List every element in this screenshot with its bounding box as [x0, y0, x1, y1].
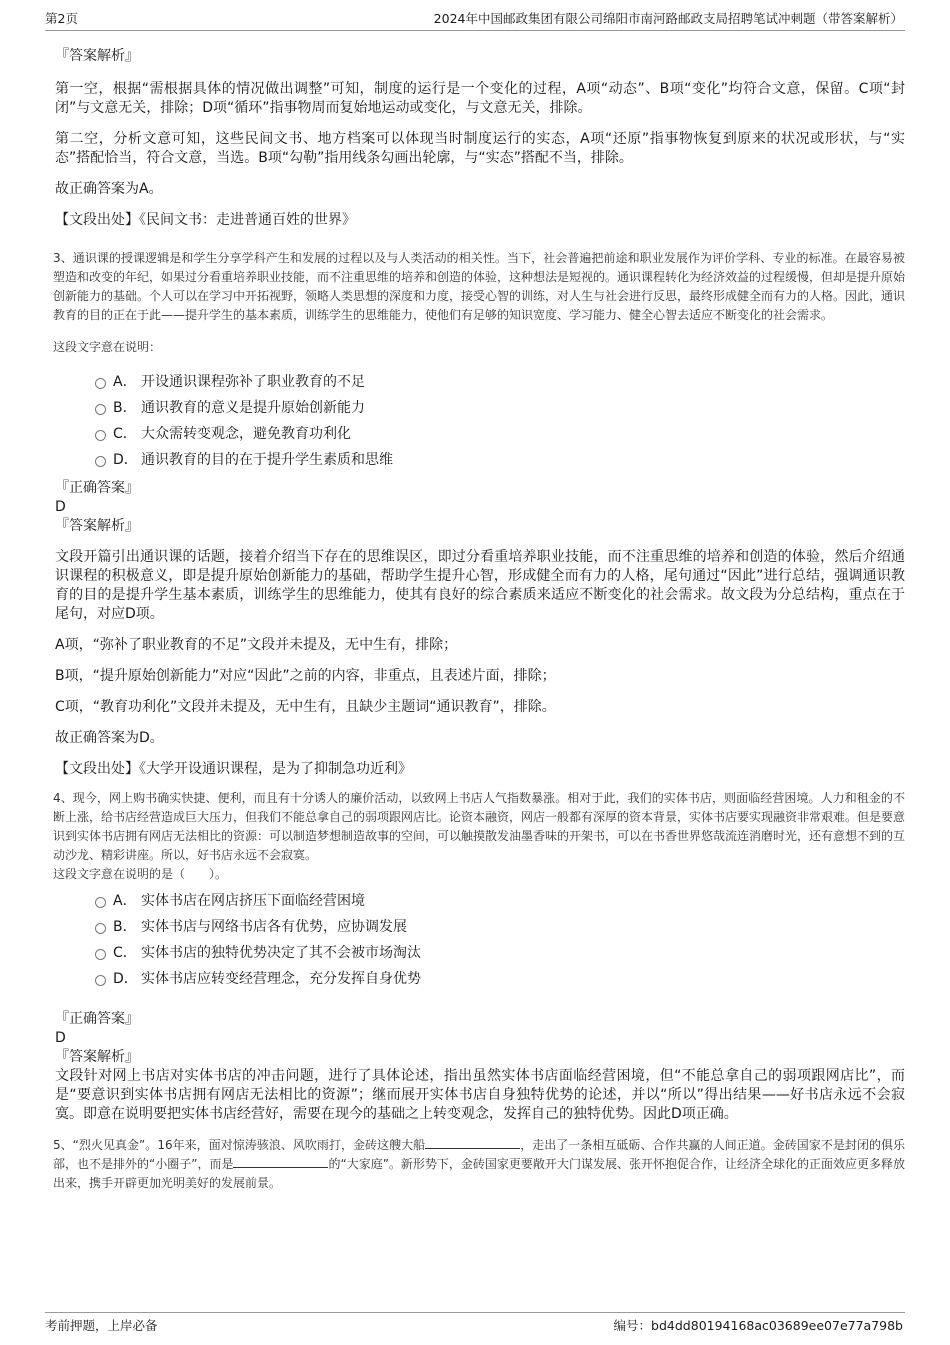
- footer-slogan: 考前押题，上岸必备: [45, 1318, 158, 1333]
- q2-analysis-para2: 第二空，分析文意可知，这些民间文书、地方档案可以体现当时制度运行的实态，A项“还原”指事物恢复到原来的状况或形状，与“实态”搭配恰当，符合文意，当选。B项“勾勒”指用线条勾画出轮廓，与“实态”搭配不当，排除。: [55, 131, 905, 166]
- q2-analysis-label: 『答案解析』: [55, 48, 139, 64]
- q3-answer-label: 『正确答案』: [55, 480, 139, 496]
- q3-analysis-2: A项，“弥补了职业教育的不足”文段并未提及，无中生有，排除；: [55, 637, 458, 653]
- radio-button-icon[interactable]: [95, 897, 106, 908]
- q3-option-a[interactable]: A． 开设通识课程弥补了职业教育的不足: [95, 369, 905, 395]
- q2-analysis-para1: 第一空，根据“需根据具体的情况做出调整”可知，制度的运行是一个变化的过程，A项“动态”、B项“变化”均符合文意，保留。C项“封闭”与文意无关，排除；D项“循环”指事物周而复始地运动或变化，与文意无关，排除。: [55, 81, 905, 116]
- q4-options: [95, 888, 905, 992]
- document-title: 2024年中国邮政集团有限公司绵阳市南河路邮政支局招聘笔试冲刺题（带答案解析）: [433, 11, 903, 26]
- q3-conclusion: 故正确答案为D。: [55, 730, 164, 746]
- q4-stem: 4、现今，网上购书确实快捷、便利，而且有十分诱人的廉价活动，以致网上书店人气指数暴涨。相对于此，我们的实体书店，则面临经营困境。人力和租金的不断上涨，给书店经营造成巨大压力，但我们不能总拿自己的弱项跟网店比。论资本融资，网店一般都有深厚的资本背景，实体书店要实现融资非常艰难。但是要意识到实体书店拥有网店无法相比的资源：可以制造梦想制造故事的空间，可以触摸散发油墨香味的开架书，可以在书香世界悠哉流连消磨时光，还有意想不到的互动沙龙、精彩讲座。所以，好书店永远不会寂寞。: [53, 791, 906, 862]
- fill-blank-1[interactable]: [425, 1136, 520, 1149]
- q4-option-a[interactable]: A． 实体书店在网店挤压下面临经营困境: [95, 888, 905, 914]
- page-number: 第2页: [45, 11, 78, 26]
- q4-prompt: 这段文字意在说明的是（ ）。: [53, 867, 228, 881]
- q4-option-c[interactable]: C． 实体书店的独特优势决定了其不会被市场淘汰: [95, 940, 905, 966]
- q3-analysis-label: 『答案解析』: [55, 518, 139, 534]
- q4-answer-label: 『正确答案』: [55, 1011, 139, 1027]
- q3-prompt: 这段文字意在说明：: [53, 340, 162, 354]
- radio-button-icon[interactable]: [95, 923, 106, 934]
- page-footer: [45, 1312, 905, 1333]
- radio-button-icon[interactable]: [95, 404, 106, 415]
- radio-button-icon[interactable]: [95, 456, 106, 467]
- q3-analysis-1: 文段开篇引出通识课的话题，接着介绍当下存在的思维误区，即过分看重培养职业技能，而不注重思维的培养和创造的体验，然后介绍通识课程的积极意义，即是提升原始创新能力的基础，帮助学生提升心智，形成健全而有力的人格，尾句通过“因此”进行总结，强调通识教育的目的是提升学生基本素质，训练学生的思维能力，使其有良好的综合素质来适应不断变化的社会需求。故文段为分总结构，重点在于尾句，对应D项。: [55, 549, 905, 622]
- radio-button-icon[interactable]: [95, 949, 106, 960]
- radio-button-icon[interactable]: [95, 975, 106, 986]
- q3-answer: D: [55, 499, 66, 515]
- radio-button-icon[interactable]: [95, 430, 106, 441]
- q4-option-d[interactable]: D． 实体书店应转变经营理念，充分发挥自身优势: [95, 966, 905, 992]
- q3-option-b[interactable]: B． 通识教育的意义是提升原始创新能力: [95, 395, 905, 421]
- q3-options: [95, 369, 905, 473]
- document-id: 编号：bd4dd80194168ac03689ee07e77a798b: [613, 1318, 903, 1333]
- q3-option-d[interactable]: D． 通识教育的目的在于提升学生素质和思维: [95, 447, 905, 473]
- q3-stem: 3、通识课的授课逻辑是和学生分享学科产生和发展的过程以及与人类活动的相关性。当下，社会普遍把前途和职业发展作为评价学科、专业的标准。在最容易被塑造和改变的年纪，如果过分看重培养职业技能，而不注重思维的培养和创造的体验，这种想法是短视的。通识课程转化为经济效益的过程缓慢，但却是提升原始创新能力的基础。个人可以在学习中开拓视野，领略人类思想的深度和力度，接受心智的训练，对人生与社会进行反思，最终形成健全而有力的人格。因此，通识教育的目的正在于此——提升学生的基本素质，训练学生的思维能力，使他们有足够的知识宽度、学习能力、健全心智去适应不断变化的社会需求。: [53, 251, 906, 322]
- radio-button-icon[interactable]: [95, 378, 106, 389]
- q5-stem: 5、“烈火见真金”。16年来，面对惊涛骇浪、风吹雨打，金砖这艘大船 ，走出了一条相互砥砺、合作共赢的人间正道。金砖国家不是封闭的俱乐部，也不是排外的“小圈子”，而是 的“大家庭”。新形势下，金砖国家更要敞开大门谋发展、张开怀抱促合作，让经济全球化的正面效应更多释放出来，携手开辟更加光明美好的发展前景。: [53, 1138, 905, 1190]
- q3-option-c[interactable]: C． 大众需转变观念，避免教育功利化: [95, 421, 905, 447]
- q3-source: 【文段出处】《大学开设通识课程，是为了抑制急功近利》: [55, 761, 412, 777]
- page-header: [45, 8, 905, 31]
- q4-analysis-label: 『答案解析』: [55, 1049, 139, 1065]
- q2-source: 【文段出处】《民间文书：走进普通百姓的世界》: [55, 212, 356, 228]
- fill-blank-2[interactable]: [233, 1155, 328, 1168]
- q3-analysis-4: C项，“教育功利化”文段并未提及，无中生有，且缺少主题词“通识教育”，排除。: [55, 699, 556, 715]
- page-content: [55, 40, 905, 1193]
- q4-analysis: 文段针对网上书店对实体书店的冲击问题，进行了具体论述，指出虽然实体书店面临经营困境，但“不能总拿自己的弱项跟网店比”，而是“要意识到实体书店拥有网店无法相比的资源”；继而展开实体书店自身独特优势的论述，并以“所以”得出结果——好书店永远不会寂寞。即意在说明要把实体书店经营好，需要在现今的基础之上转变观念，发挥自己的独特优势。因此D项正确。: [55, 1068, 905, 1122]
- q3-analysis-3: B项，“提升原始创新能力”对应“因此”之前的内容，非重点，且表述片面，排除；: [55, 668, 556, 684]
- q4-answer: D: [55, 1030, 66, 1046]
- q2-conclusion: 故正确答案为A。: [55, 181, 163, 197]
- q4-option-b[interactable]: B． 实体书店与网络书店各有优势，应协调发展: [95, 914, 905, 940]
